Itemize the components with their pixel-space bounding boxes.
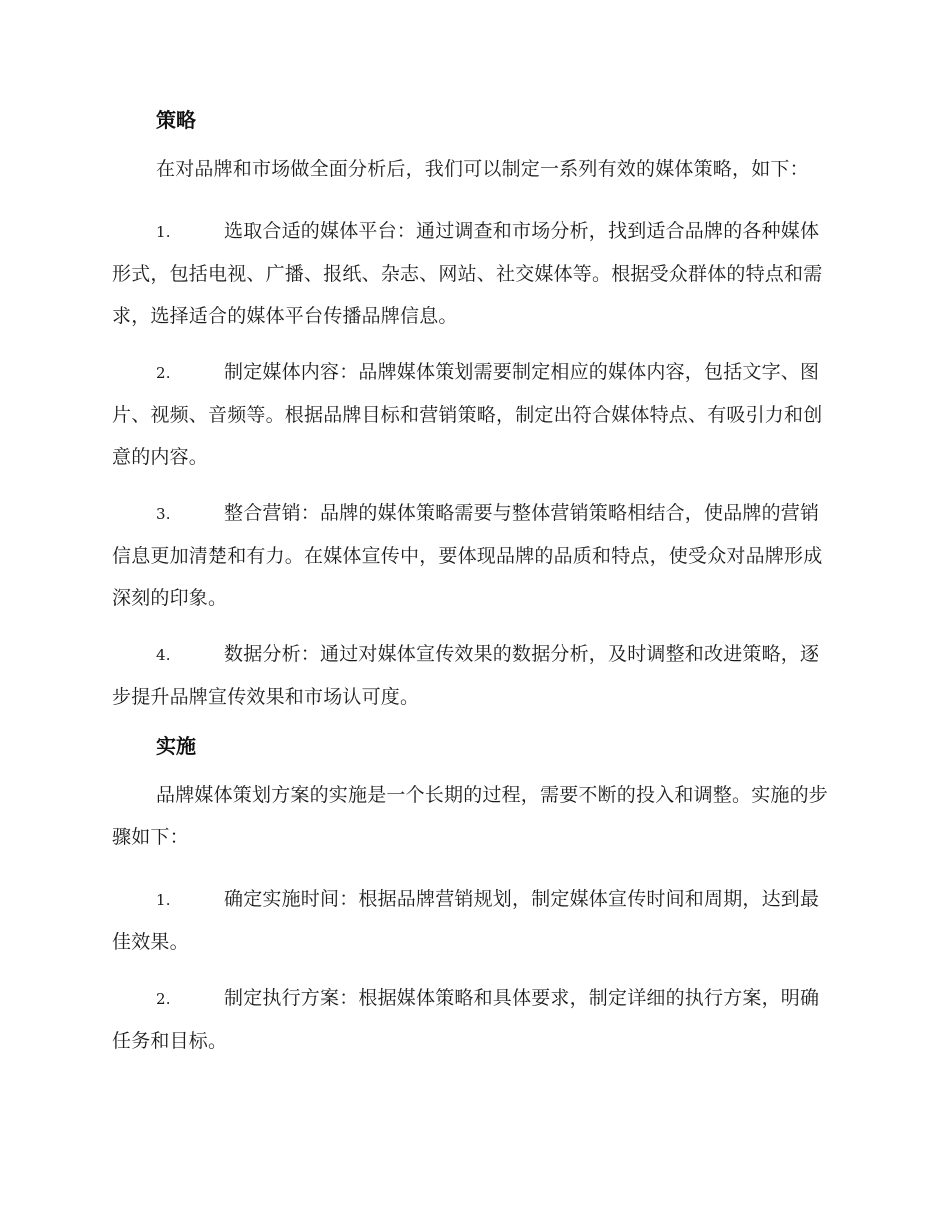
list-item-number: 3. — [156, 505, 171, 523]
document-page — [112, 106, 834, 1076]
section-heading-implementation: 实施 — [156, 734, 196, 758]
list-item — [112, 210, 834, 337]
list-item-number: 1. — [156, 891, 171, 909]
list-item-text: 确定实施时间：根据品牌营销规划，制定媒体宣传时间和周期，达到最佳效果。 — [112, 888, 820, 953]
section-heading-strategy: 策略 — [156, 108, 196, 132]
list-item — [112, 492, 834, 619]
section-intro-implementation: 品牌媒体策划方案的实施是一个长期的过程，需要不断的投入和调整。实施的步骤如下： — [112, 784, 829, 848]
section-intro-strategy: 在对品牌和市场做全面分析后，我们可以制定一系列有效的媒体策略，如下： — [156, 158, 809, 180]
list-item — [112, 977, 834, 1062]
list-item — [112, 878, 834, 963]
list-item-text: 整合营销：品牌的媒体策略需要与整体营销策略相结合，使品牌的营销信息更加清楚和有力。在媒体宣传中，要体现品牌的品质和特点，使受众对品牌形成深刻的印象。 — [112, 502, 823, 609]
list-item-text: 制定执行方案：根据媒体策略和具体要求，制定详细的执行方案，明确任务和目标。 — [112, 987, 820, 1052]
list-item-number: 4. — [156, 646, 171, 664]
list-item — [112, 351, 834, 478]
list-item-number: 2. — [156, 990, 171, 1008]
list-item-text: 制定媒体内容：品牌媒体策划需要制定相应的媒体内容，包括文字、图片、视频、音频等。根据品牌目标和营销策略，制定出符合媒体特点、有吸引力和创意的内容。 — [112, 361, 823, 468]
list-item-number: 2. — [156, 364, 171, 382]
list-item-text: 选取合适的媒体平台：通过调查和市场分析，找到适合品牌的各种媒体形式，包括电视、广播、报纸、杂志、网站、社交媒体等。根据受众群体的特点和需求，选择适合的媒体平台传播品牌信息。 — [112, 220, 823, 327]
list-item-number: 1. — [156, 223, 171, 241]
list-item-text: 数据分析：通过对媒体宣传效果的数据分析，及时调整和改进策略，逐步提升品牌宣传效果和市场认可度。 — [112, 643, 820, 708]
list-item — [112, 633, 834, 718]
